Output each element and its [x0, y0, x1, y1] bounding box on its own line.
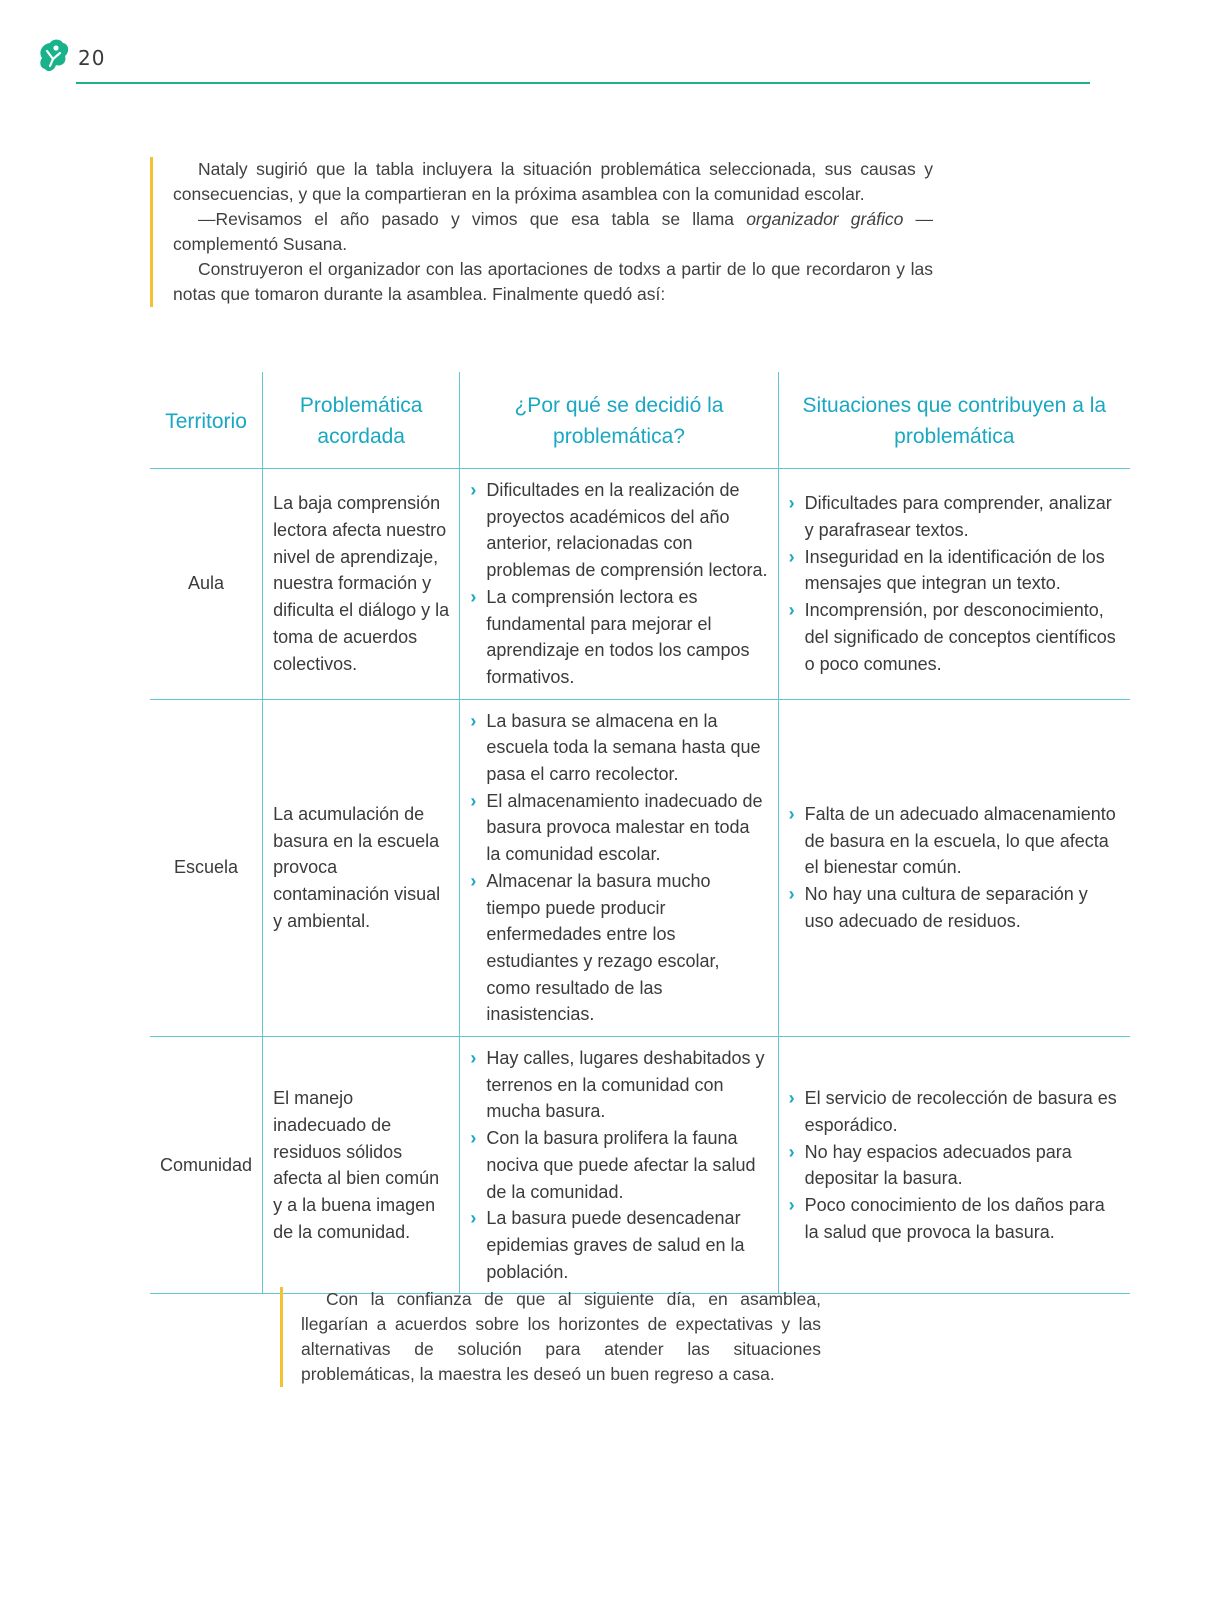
list-item: › No hay una cultura de separación y uso adecuado de residuos. — [789, 881, 1120, 934]
intro-paragraph-2 — [173, 207, 933, 257]
list-item: › Dificultades en la realización de proyectos académicos del año anterior, relacionadas con problemas de comprensión lectora. — [470, 477, 767, 584]
list-item: › El servicio de recolección de basura es esporádico. — [789, 1085, 1120, 1138]
list-item: › Hay calles, lugares deshabitados y terrenos en la comunidad con mucha basura. — [470, 1045, 767, 1125]
intro-paragraph-1: Nataly sugirió que la tabla incluyera la situación problemática seleccionada, sus causas y consecuencias, y que la compartieran en la próxima asamblea con la comunidad escolar. — [173, 159, 933, 204]
problem-cell: El manejo inadecuado de residuos sólidos afecta al bien común y a la buena imagen de la comunidad. — [263, 1037, 460, 1294]
header-problem: Problemática acordada — [263, 372, 460, 469]
intro-dialogue-emphasis: organizador gráfico — [746, 209, 904, 229]
situations-cell — [778, 469, 1130, 700]
closing-paragraph: Con la confianza de que al siguiente día, en asamblea, llegarían a acuerdos sobre los horizontes de expectativas y las alternativas de solución para atender las situaciones problemáticas, la maestra les deseó un buen regreso a casa. — [301, 1289, 821, 1384]
green-leaf-figure-icon — [36, 38, 70, 76]
intro-paragraph-3: Construyeron el organizador con las aportaciones de todxs a partir de lo que recordaron y las notas que tomaron durante la asamblea. Finalmente quedó así: — [173, 259, 933, 304]
header-territory: Territorio — [150, 372, 263, 469]
list-item: › Falta de un adecuado almacenamiento de basura en la escuela, lo que afecta el bienestar común. — [789, 801, 1120, 881]
problem-cell: La baja comprensión lectora afecta nuestro nivel de aprendizaje, nuestra formación y dificulta el diálogo y la toma de acuerdos colectivos. — [263, 469, 460, 700]
territory-cell: Comunidad — [150, 1037, 263, 1294]
why-cell — [460, 1037, 778, 1294]
header-why: ¿Por qué se decidió la problemática? — [460, 372, 778, 469]
list-item: › No hay espacios adecuados para depositar la basura. — [789, 1139, 1120, 1192]
list-item: › Poco conocimiento de los daños para la salud que provoca la basura. — [789, 1192, 1120, 1245]
territory-cell: Escuela — [150, 699, 263, 1036]
list-item: › El almacenamiento inadecuado de basura provoca malestar en toda la comunidad escolar. — [470, 788, 767, 868]
list-item: › La comprensión lectora es fundamental para mejorar el aprendizaje en todos los campos formativos. — [470, 584, 767, 691]
list-item: › La basura puede desencadenar epidemias graves de salud en la población. — [470, 1205, 767, 1285]
intro-dialogue-start: —Revisamos el año pasado y vimos que esa tabla se llama — [198, 209, 747, 229]
why-cell — [460, 469, 778, 700]
problem-cell: La acumulación de basura en la escuela provoca contaminación visual y ambiental. — [263, 699, 460, 1036]
list-item: › Dificultades para comprender, analizar y parafrasear textos. — [789, 490, 1120, 543]
list-item: › Almacenar la basura mucho tiempo puede producir enfermedades entre los estudiantes y rezago escolar, como resultado de las inasistencias. — [470, 868, 767, 1028]
intro-text-block — [150, 157, 933, 307]
list-item: › Con la basura prolifera la fauna nociva que puede afectar la salud de la comunidad. — [470, 1125, 767, 1205]
why-cell — [460, 699, 778, 1036]
header-situations: Situaciones que contribuyen a la problemática — [778, 372, 1130, 469]
table-row — [150, 469, 1130, 700]
territory-cell: Aula — [150, 469, 263, 700]
intro-dialogue-end: —complementó Susana. — [173, 209, 933, 254]
table-row — [150, 1037, 1130, 1294]
page-header — [36, 38, 1090, 86]
header-rule — [76, 82, 1090, 84]
graphic-organizer-table — [150, 372, 1130, 1294]
table-row — [150, 699, 1130, 1036]
situations-cell — [778, 1037, 1130, 1294]
table-header-row — [150, 372, 1130, 469]
list-item: › Incomprensión, por desconocimiento, del significado de conceptos científicos o poco comunes. — [789, 597, 1120, 677]
closing-text-block — [280, 1287, 821, 1387]
list-item: › Inseguridad en la identificación de los mensajes que integran un texto. — [789, 544, 1120, 597]
page-number: 20 — [78, 46, 106, 70]
list-item: › La basura se almacena en la escuela toda la semana hasta que pasa el carro recolector. — [470, 708, 767, 788]
situations-cell — [778, 699, 1130, 1036]
